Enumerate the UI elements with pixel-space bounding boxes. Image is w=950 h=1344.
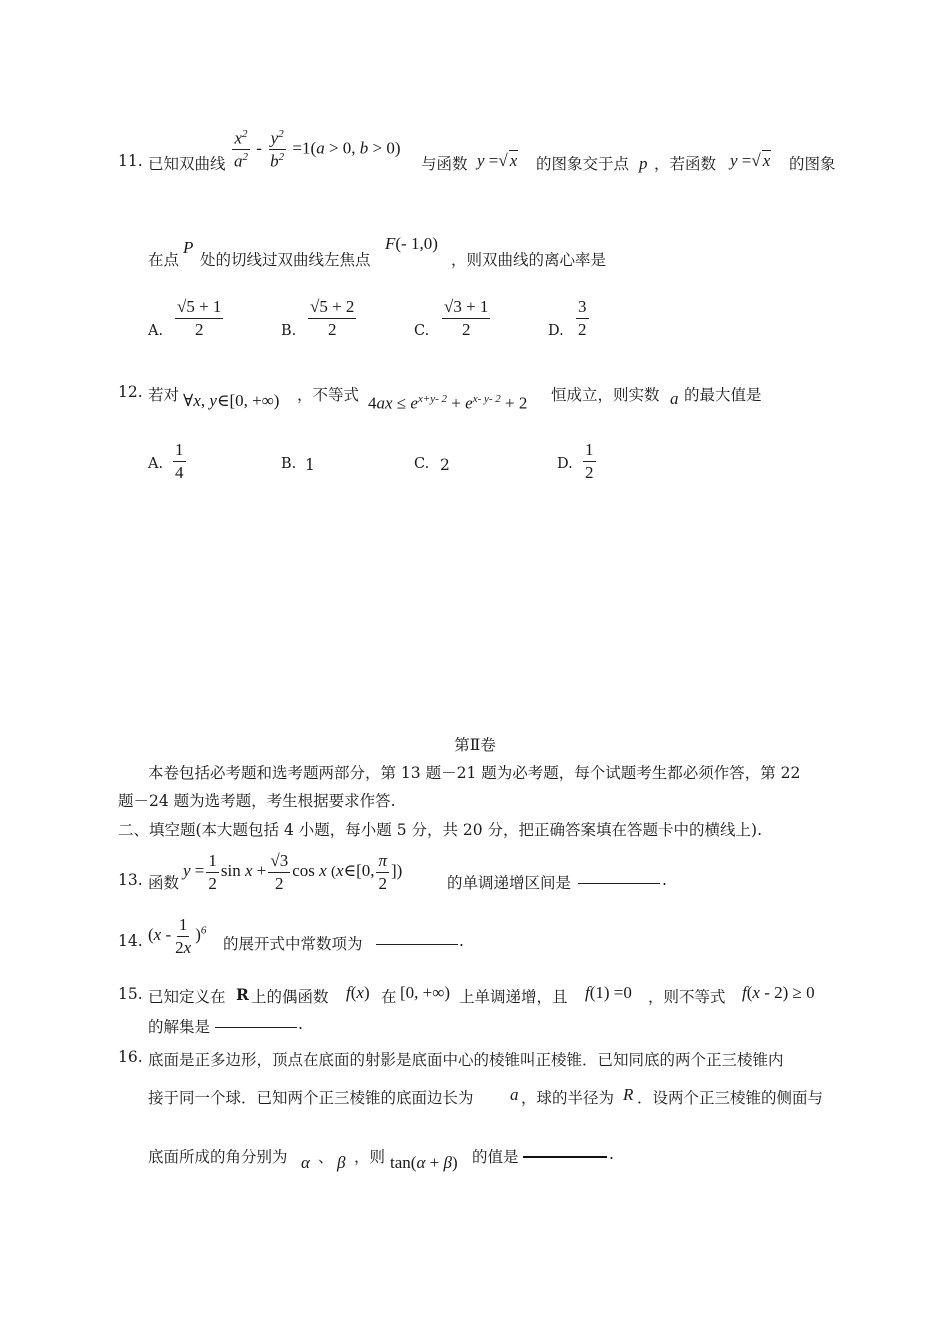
question-text: 接于同一个球．已知两个正三棱锥的底面边长为 xyxy=(148,1089,474,1107)
question-number: 16. xyxy=(118,1048,143,1066)
question-text: 在 xyxy=(381,988,397,1006)
question-end: . xyxy=(662,871,667,889)
option-a-fraction: $\frac{1}{4}$ xyxy=(175,440,184,482)
part-heading: 二、填空题(本大题包括 4 小题，每小题 5 分，共 20 分，把正确答案填在答题卡中的横线上). xyxy=(118,821,763,839)
question-text: 恒成立，则实数 xyxy=(551,386,660,404)
option-a-letter: A. xyxy=(148,456,164,472)
question-text: 的图象 xyxy=(789,155,836,173)
question-text: 上单调递增，且 xyxy=(459,988,568,1006)
function-expression: y = $\frac{1}{2}$ sin x + $\frac{√3}{2}$ cos x (x∈[0, $\frac{\pi}{2}$ ]) xyxy=(183,851,403,893)
question-text: 、 xyxy=(318,1148,334,1166)
question-text: ，则双曲线的离心率是 xyxy=(451,251,607,269)
binomial-expression: (x - $\frac{1}{2x}$ )$^6$ xyxy=(148,915,207,957)
question-number: 13. xyxy=(118,871,143,889)
question-text: ，则 xyxy=(354,1148,386,1166)
answer-blank[interactable] xyxy=(215,1013,297,1032)
option-d-fraction: $\frac{1}{2}$ xyxy=(585,440,594,482)
hyperbola-equation: $\frac{x^2}{a^2}$ - $\frac{y^2}{b^2}$ =1(a > 0, b > 0) xyxy=(234,128,401,171)
point-p: p xyxy=(639,154,648,173)
section-intro: 本卷包括必考题和选考题两部分，第 13 题－21 题为必考题，每个试题考生都必须作答，第 22 xyxy=(148,764,801,782)
quantifier-expression: ∀x, y∈[0, +∞) xyxy=(183,391,280,410)
question-number: 12. xyxy=(118,383,143,401)
question-text: 处的切线过双曲线左焦点 xyxy=(200,251,371,269)
question-text: 的图象交于点 xyxy=(536,155,630,173)
section-title: 第Ⅱ卷 xyxy=(454,736,496,754)
inequality-expression: $4ax \le e^{x+y- 2} + e^{x- y- 2} + 2$ xyxy=(368,393,528,413)
option-b-value: 1 xyxy=(305,456,315,474)
question-text: 与函数 xyxy=(421,155,468,173)
question-end: . xyxy=(298,1015,303,1033)
answer-blank[interactable] xyxy=(523,1143,607,1162)
question-text: 的值是 xyxy=(472,1148,519,1166)
option-b-fraction: $\frac{√5 + 2}{2}$ xyxy=(310,297,355,339)
variable-r: R xyxy=(623,1085,634,1104)
question-text: 函数 xyxy=(148,874,180,892)
angle-beta: β xyxy=(337,1153,346,1172)
option-d-fraction: $\frac{3}{2}$ xyxy=(578,297,587,339)
condition-expression: f(1) =0 xyxy=(585,983,632,1002)
inequality-expression: f(x - 2) ≥ 0 xyxy=(742,983,815,1002)
function-expression: y =√ x xyxy=(477,151,518,170)
option-c-fraction: $\frac{√3 + 1}{2}$ xyxy=(444,297,489,339)
function-f: f(x) xyxy=(346,983,370,1002)
real-numbers-symbol: R xyxy=(236,985,249,1004)
question-text: 的最大值是 xyxy=(684,386,762,404)
variable-a: a xyxy=(670,389,679,408)
question-number: 14. xyxy=(118,932,143,950)
question-text: ．设两个正三棱锥的侧面与 xyxy=(637,1089,824,1107)
question-text: 上的偶函数 xyxy=(251,988,329,1006)
option-a-letter: A. xyxy=(148,323,164,339)
question-text: 已知双曲线 xyxy=(148,155,226,173)
variable-a: a xyxy=(510,1085,519,1104)
question-text: 的展开式中常数项为 xyxy=(223,935,363,953)
question-text: 底面是正多边形，顶点在底面的射影是底面中心的棱锥叫正棱锥．已知同底的两个正三棱锥内 xyxy=(148,1051,784,1069)
question-text: 在点 xyxy=(148,251,180,269)
option-c-value: 2 xyxy=(440,456,450,474)
function-expression: y =√ x xyxy=(730,151,771,170)
question-end: . xyxy=(459,932,464,950)
question-text: 已知定义在 xyxy=(148,988,226,1006)
question-number: 11. xyxy=(118,152,143,170)
question-end: . xyxy=(609,1145,614,1163)
option-b-letter: B. xyxy=(281,323,297,339)
point-p: P xyxy=(183,238,194,257)
question-number: 15. xyxy=(118,985,143,1003)
angle-alpha: α xyxy=(301,1153,310,1172)
tangent-expression: tan(α + β) xyxy=(390,1153,458,1172)
question-text: ，球的半径为 xyxy=(521,1089,615,1107)
option-c-letter: C. xyxy=(414,456,430,472)
question-text: 若对 xyxy=(148,386,180,404)
question-text: ，若函数 xyxy=(654,155,717,173)
option-b-letter: B. xyxy=(281,456,297,472)
answer-blank[interactable] xyxy=(578,869,660,888)
answer-blank[interactable] xyxy=(376,930,458,949)
question-text: ，不等式 xyxy=(297,386,360,404)
question-text: 的单调递增区间是 xyxy=(447,874,572,892)
option-d-letter: D. xyxy=(548,323,564,339)
question-text: 的解集是 xyxy=(148,1018,211,1036)
section-intro: 题－24 题为选考题，考生根据要求作答. xyxy=(118,792,396,810)
interval: [0, +∞) xyxy=(400,983,451,1002)
question-text: 底面所成的角分别为 xyxy=(148,1148,288,1166)
option-a-fraction: $\frac{√5 + 1}{2}$ xyxy=(177,297,222,339)
option-c-letter: C. xyxy=(414,323,430,339)
question-text: ，则不等式 xyxy=(648,988,726,1006)
focus-point: F(- 1,0) xyxy=(385,234,438,253)
option-d-letter: D. xyxy=(557,456,573,472)
